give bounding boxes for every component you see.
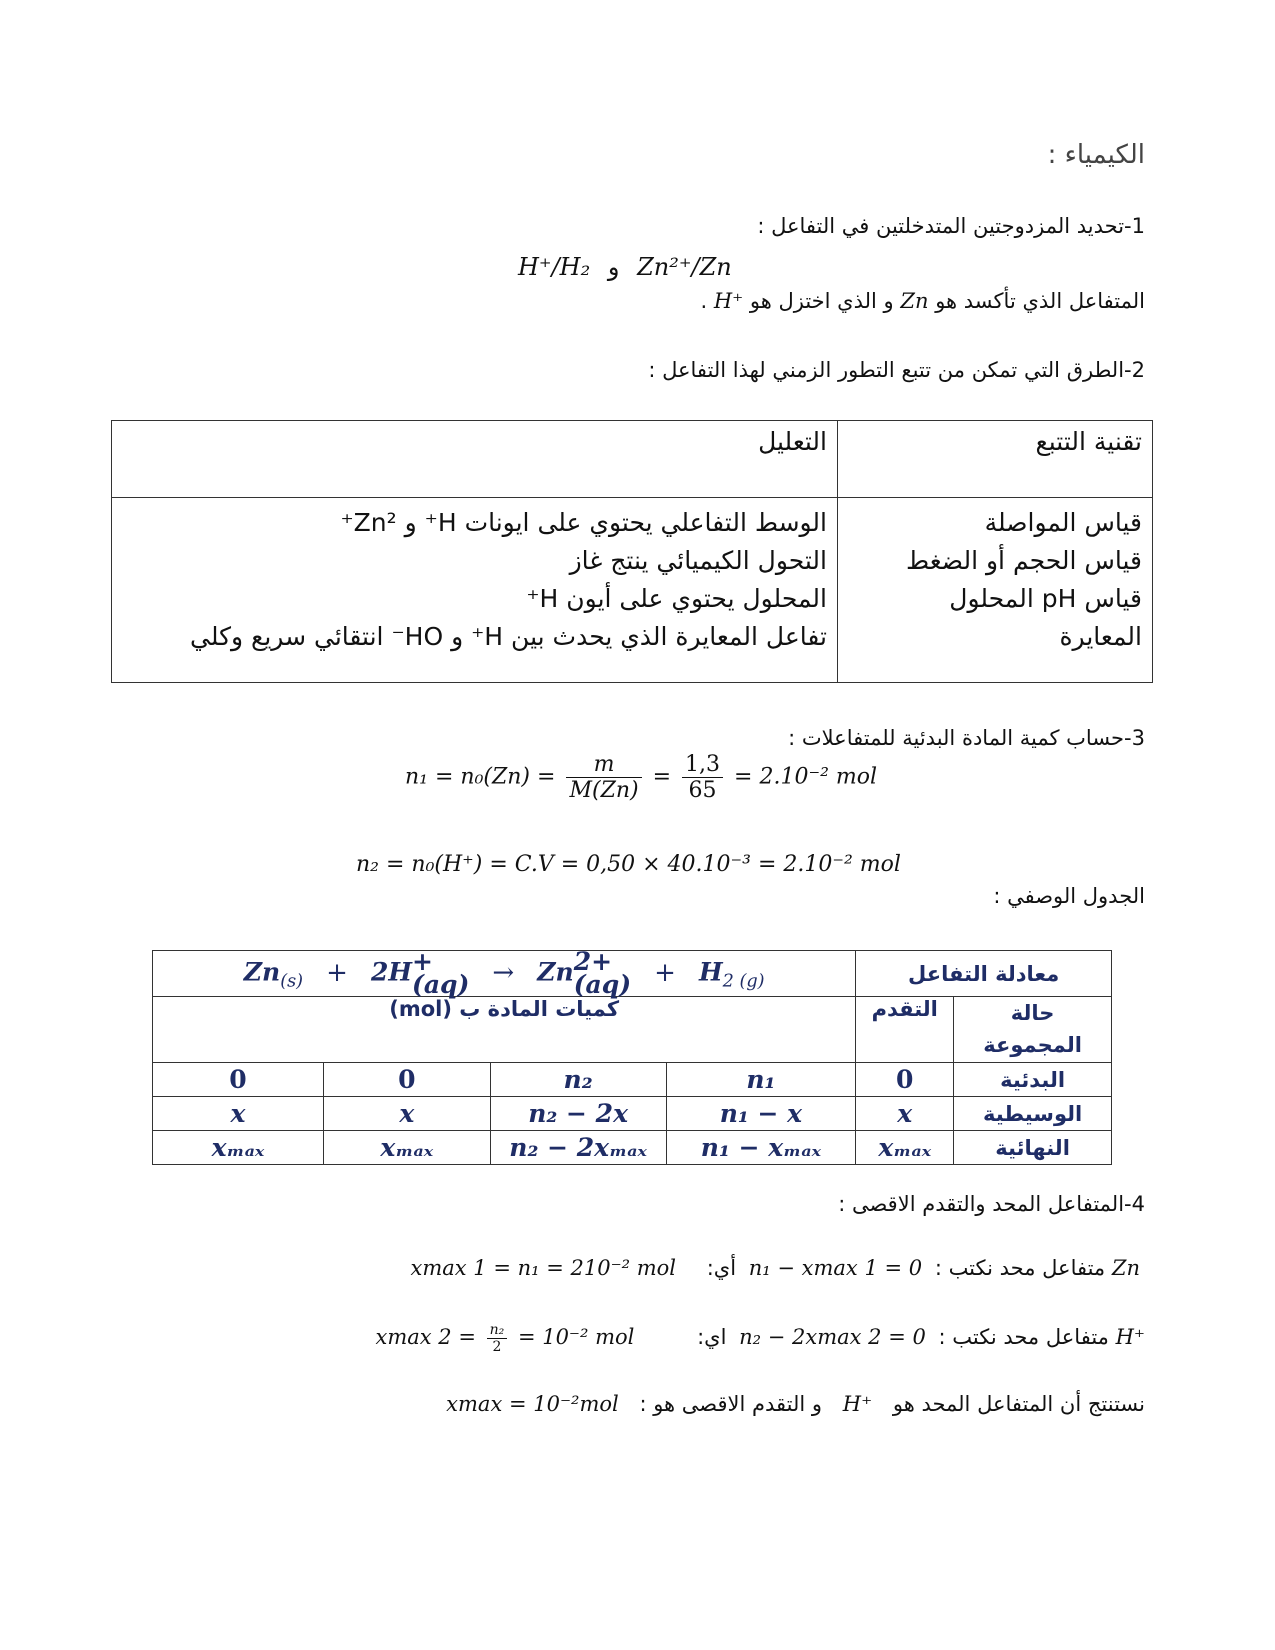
statement-end: . xyxy=(700,289,708,313)
q2-heading: 2-الطرق التي تمكن من تتبع التطور الزمني لهذا التفاعل : xyxy=(648,358,1145,382)
row-cell: x xyxy=(323,1097,490,1131)
species-zn-ion: Zn xyxy=(537,957,574,987)
row-cell: x xyxy=(153,1097,324,1131)
statement-part1: المتفاعل الذي تأكسد هو xyxy=(935,289,1145,313)
row-cell: n₂ − 2xₘₐₓ xyxy=(490,1131,666,1165)
state-g: 2 (g) xyxy=(722,971,765,992)
zn-species: Zn xyxy=(1111,1256,1140,1280)
row-advance: xₘₐₓ xyxy=(856,1131,954,1165)
fraction-m-over-M xyxy=(566,752,641,803)
conclusion-part2: و التقدم الاقصى هو : xyxy=(639,1392,823,1416)
plus-sign: + xyxy=(654,957,676,988)
q4-heading: 4-المتفاعل المحد والتقدم الاقصى : xyxy=(838,1192,1145,1216)
justification-item: الوسط التفاعلي يحتوي على ايونات H⁺ و Zn²⁺ xyxy=(340,508,827,537)
eq1-equals: = xyxy=(652,764,672,790)
justifications-cell xyxy=(112,498,838,683)
zn-text: متفاعل محد نكتب : xyxy=(934,1256,1106,1280)
zn-result: xmax 1 = n₁ = 210⁻² mol xyxy=(410,1256,677,1280)
row-advance: x xyxy=(856,1097,954,1131)
descriptive-table-heading: الجدول الوصفي : xyxy=(993,884,1145,908)
zn-limiting-line xyxy=(411,1256,1141,1280)
advance-label: التقدم xyxy=(856,997,954,1063)
h-result-right: = 10⁻² mol xyxy=(517,1325,635,1349)
justification-item: المحلول يحتوي على أيون H⁺ xyxy=(526,584,827,613)
couples-line xyxy=(518,253,732,281)
row-cell: 0 xyxy=(323,1063,490,1097)
fraction-numeric xyxy=(682,752,723,803)
species-h2: H xyxy=(698,957,723,987)
h-ay: اي: xyxy=(697,1325,727,1349)
state-aq: (aq) xyxy=(573,969,632,999)
zn-ay: أي: xyxy=(706,1256,737,1280)
state-aq: (aq) xyxy=(411,969,470,999)
h-result xyxy=(375,1322,635,1355)
conclusion-result: xmax = 10⁻²mol xyxy=(446,1392,619,1416)
charge-plus: + xyxy=(411,947,433,976)
justification-item: تفاعل المعايرة الذي يحدث بين H⁺ و HO⁻ انتقائي سريع وكلي xyxy=(190,622,827,651)
oxidized-species: Zn xyxy=(900,289,929,313)
advancement-table xyxy=(152,947,1112,1165)
row-cell: xₘₐₓ xyxy=(323,1131,490,1165)
justification-item: التحول الكيميائي ينتج غاز xyxy=(569,546,827,575)
charge-2plus: 2+ xyxy=(573,947,613,976)
row-advance: 0 xyxy=(856,1063,954,1097)
frac-numerator: m xyxy=(566,752,641,778)
row-cell: n₂ xyxy=(490,1063,666,1097)
table-row xyxy=(153,1131,1112,1165)
q1-heading: 1-تحديد المزدوجتين المتدخلتين في التفاعل : xyxy=(757,214,1145,238)
frac-denominator: 65 xyxy=(688,778,717,803)
and-word: و xyxy=(607,253,620,281)
frac-denominator: 2 xyxy=(492,1339,502,1355)
conclusion-line xyxy=(446,1392,1145,1416)
technique-item: قياس المواصلة xyxy=(984,508,1142,537)
reaction-equation xyxy=(153,947,856,999)
state-label: حالة المجموعة xyxy=(954,997,1112,1063)
h-limiting-line xyxy=(375,1322,1145,1355)
header-technique: تقنية التتبع xyxy=(838,421,1153,498)
techniques-cell xyxy=(838,498,1153,683)
conclusion-part1: نستنتج أن المتفاعل المحد هو xyxy=(892,1392,1145,1416)
row-state: النهائية xyxy=(954,1131,1112,1165)
row-cell: n₁ xyxy=(666,1063,856,1097)
quantities-label: كميات المادة ب (mol) xyxy=(153,997,856,1063)
header-justification: التعليل xyxy=(112,421,838,498)
tracking-methods-table xyxy=(111,420,1153,683)
species-h: 2H xyxy=(370,957,412,987)
row-state: الوسيطية xyxy=(954,1097,1112,1131)
n2-equation: n₂ = n₀(H⁺) = C.V = 0,50 × 40.10⁻³ = 2.10⁻² mol xyxy=(356,852,901,877)
n1-equation xyxy=(405,752,877,803)
h-text: متفاعل محد نكتب : xyxy=(938,1325,1109,1349)
couple-zn: Zn²⁺/Zn xyxy=(637,253,732,281)
h-equation: n₂ − 2xmax 2 = 0 xyxy=(739,1325,926,1349)
reaction-arrow: → xyxy=(492,957,515,988)
eq1-result: = 2.10⁻² mol xyxy=(734,764,878,790)
species-zn: Zn xyxy=(243,957,281,987)
h-result-left: xmax 2 = xyxy=(375,1325,476,1349)
table-row xyxy=(153,1097,1112,1131)
row-cell: 0 xyxy=(153,1063,324,1097)
statement-part2: و الذي اختزل هو xyxy=(749,289,894,313)
technique-item: قياس pH المحلول xyxy=(949,584,1142,613)
frac-numerator: n₂ xyxy=(487,1322,508,1339)
table-row xyxy=(153,1063,1112,1097)
eq1-left: n₁ = n₀(Zn) = xyxy=(405,764,556,790)
oxidation-statement xyxy=(700,289,1145,313)
row-state: البدئية xyxy=(954,1063,1112,1097)
reduced-species: H⁺ xyxy=(713,289,744,313)
row-cell: n₂ − 2x xyxy=(490,1097,666,1131)
technique-item: قياس الحجم أو الضغط xyxy=(906,546,1142,575)
conclusion-species: H⁺ xyxy=(842,1392,873,1416)
page-title: الكيمياء : xyxy=(1047,140,1145,170)
state-s: (s) xyxy=(280,971,304,992)
row-cell: n₁ − x xyxy=(666,1097,856,1131)
technique-item: المعايرة xyxy=(1059,622,1142,651)
couple-h: H⁺/H₂ xyxy=(518,253,591,281)
zn-equation: n₁ − xmax 1 = 0 xyxy=(748,1256,923,1280)
row-cell: n₁ − xₘₐₓ xyxy=(666,1131,856,1165)
equation-content xyxy=(243,947,765,999)
frac-denominator: M(Zn) xyxy=(569,778,639,803)
h-species: H⁺ xyxy=(1115,1325,1145,1349)
equation-label: معادلة التفاعل xyxy=(856,951,1112,997)
plus-sign: + xyxy=(326,957,348,988)
row-cell: xₘₐₓ xyxy=(153,1131,324,1165)
q3-heading: 3-حساب كمية المادة البدئية للمتفاعلات : xyxy=(788,726,1145,750)
fraction-n2-over-2 xyxy=(487,1322,508,1355)
frac-numerator: 1,3 xyxy=(682,752,723,778)
